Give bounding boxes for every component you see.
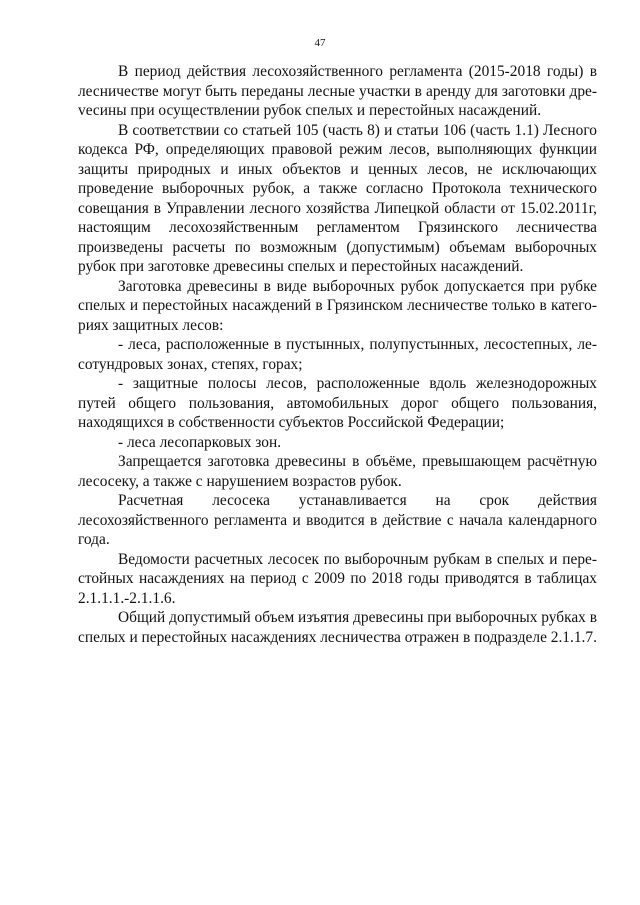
list-item-steppe-forests: - леса, расположенные в пустынных, полупустынных, лесостепных, лесотундровых зонах, степях, горах; (78, 336, 597, 373)
paragraph-selective-logging: Заготовка древесины в виде выборочных рубок допускается при рубке спелых и перестойных насаждений в Грязинском лесничестве только в категориях защитных лесов: (78, 277, 597, 334)
paragraph-subsection-reference: Общий допустимый объем изъятия древесины при выборочных рубках в спелых и перестойных насаждениях лесничества отражен в подразделе 2.1.1.7. (78, 609, 597, 646)
document-body (78, 62, 597, 647)
paragraph-lease-period: В период действия лесохозяйственного регламента (2015-2018 годы) в лесничестве могут быть переданы лесные участки в аренду для заготовки дреvесины при осуществлении рубок спелых и перестойных насаждений. (78, 63, 597, 119)
list-item-forest-park-zones: - леса лесопарковых зон. (118, 433, 282, 451)
list-item-protective-strips: - защитные полосы лесов, расположенные вдоль железнодорожных путей общего пользования, автомобильных дорог общего пользования, находящихся в собственности субъектов Российской Федерации; (78, 375, 597, 431)
paragraph-forest-code: В соответствии со статьей 105 (часть 8) и статьи 106 (часть 1.1) Лесного кодекса РФ, определяющих правовой режим лесов, выполняющих функции защиты природных и иных объектов и ценных лесов, не исключающих проведение выборочных рубок, а также согласно Протокола технического совещания в Управлении лесного хозяйства Липецкой области от 15.02.2011г, настоящим лесохозяйственным регламентом Грязинского лесничества произведены расчеты по возможным (допустимым) объемам выборочных рубок при заготовке древесины спелых и перестойных насаждений. (78, 121, 597, 275)
paragraph-tables-reference: Ведомости расчетных лесосек по выборочным рубкам в спелых и перестойных насаждениях на период с 2009 по 2018 годы приводятся в таблицах 2.1.1.1.-2.1.1.6. (78, 550, 597, 607)
page-number: 47 (314, 37, 326, 49)
paragraph-prohibition: Запрещается заготовка древесины в объёме, превышающем расчётную лесосеку, а также с нарушением возрастов рубок. (78, 453, 597, 490)
paragraph-allowable-cut: Расчетная лесосека устанавливается на срок действия лесохозяйственного регламента и вводится в действие с начала календарного года. (78, 492, 597, 548)
